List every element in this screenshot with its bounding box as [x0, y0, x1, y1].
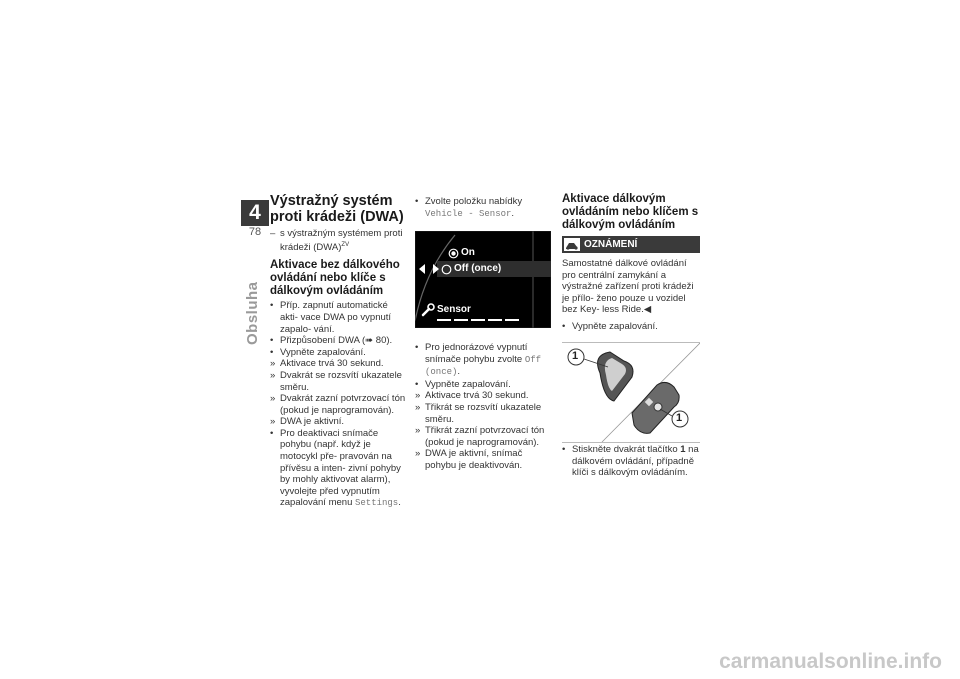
- column-2-top: [415, 196, 551, 220]
- list-item: [270, 393, 406, 416]
- item-marker: »: [270, 369, 276, 381]
- item-marker: •: [270, 335, 274, 347]
- item-text: Aktivace trvá 30 sekund.: [425, 390, 529, 402]
- item-text: Stiskněte dvakrát tlačítko: [572, 444, 681, 455]
- item-text: Třikrát zazní potvrzovací tón (pokud je naprogramován).: [425, 425, 545, 448]
- list-item: [415, 379, 551, 391]
- item-text: Pro jednorázové vypnutí snímače pohybu zvolte: [425, 342, 528, 365]
- item-marker: •: [270, 300, 274, 312]
- item-text: Aktivace trvá 30 sekund.: [280, 358, 384, 370]
- list-item: [562, 321, 700, 333]
- list-item: [415, 342, 551, 379]
- display-frame-lines: [415, 231, 551, 328]
- column-1: [270, 193, 406, 510]
- item-marker: »: [415, 390, 421, 402]
- item-text-end: .: [457, 366, 461, 378]
- item-text: Zvolte položku nabídky: [425, 196, 523, 207]
- list-item: [270, 335, 406, 347]
- item-marker: •: [270, 427, 274, 439]
- callout-reference: 1: [680, 444, 686, 455]
- notice-text: [562, 258, 700, 316]
- item-text: Vypněte zapalování.: [425, 378, 511, 390]
- callout-1-bottom: 1: [676, 412, 683, 424]
- item-text: Pro deaktivaci snímače pohybu (např. když je motocykl pře- pravován na přívěsu a inten- zivní pohyby by mohly aktivovat alarm), vyvolejte před vypnutím zapalování menu: [280, 427, 401, 509]
- sensor-menu-label: Sensor: [437, 304, 471, 315]
- remote-key-illustration: [562, 342, 700, 443]
- item-text: Přizpůsobení DWA (➠ 80).: [280, 335, 393, 347]
- item-marker: •: [415, 196, 419, 207]
- item-marker: •: [415, 378, 419, 390]
- item-marker: •: [270, 346, 274, 358]
- item-marker: »: [415, 401, 421, 413]
- item-text: Třikrát se rozsvítí ukazatele směru.: [425, 401, 542, 425]
- page-title: Výstražný systém proti krádeži (DWA): [270, 193, 404, 225]
- subtitle-no-remote: Aktivace bez dálkového ovládání nebo klíče s dálkovým ovládáním: [270, 259, 400, 298]
- notice-banner: [562, 236, 700, 253]
- list-item: [415, 196, 551, 220]
- dash-marker: –: [270, 228, 276, 239]
- item-text-end: na dálkovém ovládání, případně klíči s dálkovým ovládáním.: [572, 444, 699, 479]
- page-number: 78: [248, 226, 262, 238]
- chapter-number: 4: [241, 200, 269, 226]
- motorcycle-notice-icon: [564, 238, 580, 251]
- end-marker: ◀: [643, 304, 652, 316]
- radio-selected-icon: [448, 248, 459, 259]
- item-text: Vypněte zapalování.: [572, 320, 658, 332]
- list-item: [270, 416, 406, 428]
- sensor-display-screenshot: [415, 231, 551, 328]
- list-item: [270, 347, 406, 359]
- list-item: [415, 425, 551, 448]
- item-marker: •: [415, 342, 419, 353]
- column-3-bottom: [562, 444, 700, 479]
- settings-menu-code: Settings: [355, 498, 399, 509]
- menu-path-code: Vehicle - Sensor: [425, 208, 512, 219]
- watermark: carmanualsonline.info: [719, 650, 942, 673]
- section-label: Obsluha: [244, 281, 261, 345]
- column-3: [562, 193, 700, 333]
- list-item: [415, 448, 551, 471]
- item-marker: »: [270, 393, 276, 405]
- list-item: [562, 444, 700, 479]
- item-text-end: .: [398, 497, 401, 509]
- item-marker: »: [270, 358, 276, 370]
- item-marker: »: [415, 448, 421, 460]
- column-2-bottom: [415, 342, 551, 472]
- option-mark: ZV: [341, 241, 350, 248]
- off-once-code: Off (once): [425, 354, 542, 378]
- remote-key-drawing: [562, 343, 700, 442]
- notice-label: OZNÁMENÍ: [584, 239, 638, 250]
- list-item: [270, 370, 406, 393]
- item-text: Vypněte zapalování.: [280, 346, 366, 358]
- subtitle-remote: Aktivace dálkovým ovládáním nebo klíčem s dálkovým ovládáním: [562, 193, 699, 231]
- list-item: [270, 428, 406, 510]
- list-item: [270, 358, 406, 370]
- arrow-left-right-icon: [418, 262, 440, 276]
- list-item: [415, 402, 551, 425]
- item-text: Dvakrát se rozsvítí ukazatele směru.: [280, 369, 402, 393]
- radio-empty-icon: [441, 264, 452, 275]
- item-marker: •: [562, 444, 566, 455]
- item-text: Dvakrát zazní potvrzovací tón (pokud je naprogramován).: [280, 393, 406, 416]
- item-text: Příp. zapnutí automatické akti- vace DWA po vypnutí zapalo- vání.: [280, 300, 392, 335]
- intro-line: [270, 228, 406, 253]
- item-marker: »: [415, 425, 421, 437]
- list-item: [270, 300, 406, 335]
- callout-1-top: 1: [572, 350, 579, 362]
- list-item: [415, 390, 551, 402]
- notice-body: Samostatné dálkové ovládání pro centrální zamykání a výstražné zařízení proti krádeži je přílo- ženo pouze u vozidel bez Key- less Ride.: [562, 258, 694, 316]
- item-text-end: .: [511, 207, 515, 219]
- intro-text: s výstražným systémem proti krádeži (DWA): [280, 228, 403, 253]
- item-marker: »: [270, 416, 276, 428]
- option-off-once: Off (once): [454, 263, 502, 274]
- item-marker: •: [562, 320, 566, 332]
- item-text: DWA je aktivní, snímač pohybu je deaktivován.: [425, 448, 523, 471]
- menu-page-dashes: [437, 318, 537, 322]
- wrench-icon: [421, 303, 435, 317]
- item-text: DWA je aktivní.: [280, 416, 345, 428]
- option-on: On: [461, 247, 475, 258]
